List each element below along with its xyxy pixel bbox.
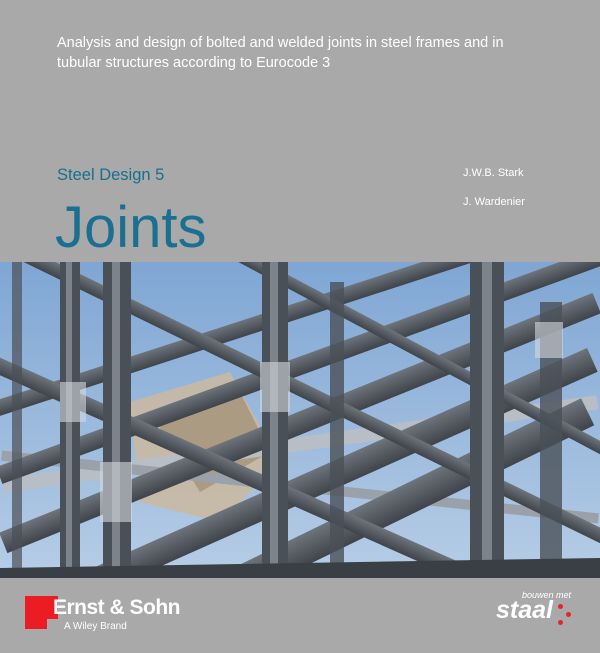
partner-logo (496, 590, 581, 630)
cover-subtitle (57, 33, 557, 73)
series-label: Steel Design 5 (57, 166, 165, 184)
publisher-mark-tail-icon (25, 619, 47, 629)
publisher-brand: A Wiley Brand (64, 621, 127, 632)
subtitle-line-1: Analysis and design of bolted and welded joints in steel frames and in (57, 35, 504, 51)
red-dot-icon (558, 620, 563, 625)
publisher-name: Ernst & Sohn (53, 596, 181, 619)
subtitle-line-2: tubular structures according to Eurocode 3 (57, 55, 331, 71)
book-title: Joints (55, 195, 207, 260)
red-dot-icon (566, 612, 571, 617)
partner-logo-top: bouwen met (522, 590, 572, 600)
partner-logo-main: staal (496, 596, 553, 624)
steel-frame-photo (0, 262, 600, 578)
author-stark: J.W.B. Stark (463, 167, 524, 179)
red-dot-icon (558, 604, 563, 609)
author-wardenier: J. Wardenier (463, 196, 525, 208)
